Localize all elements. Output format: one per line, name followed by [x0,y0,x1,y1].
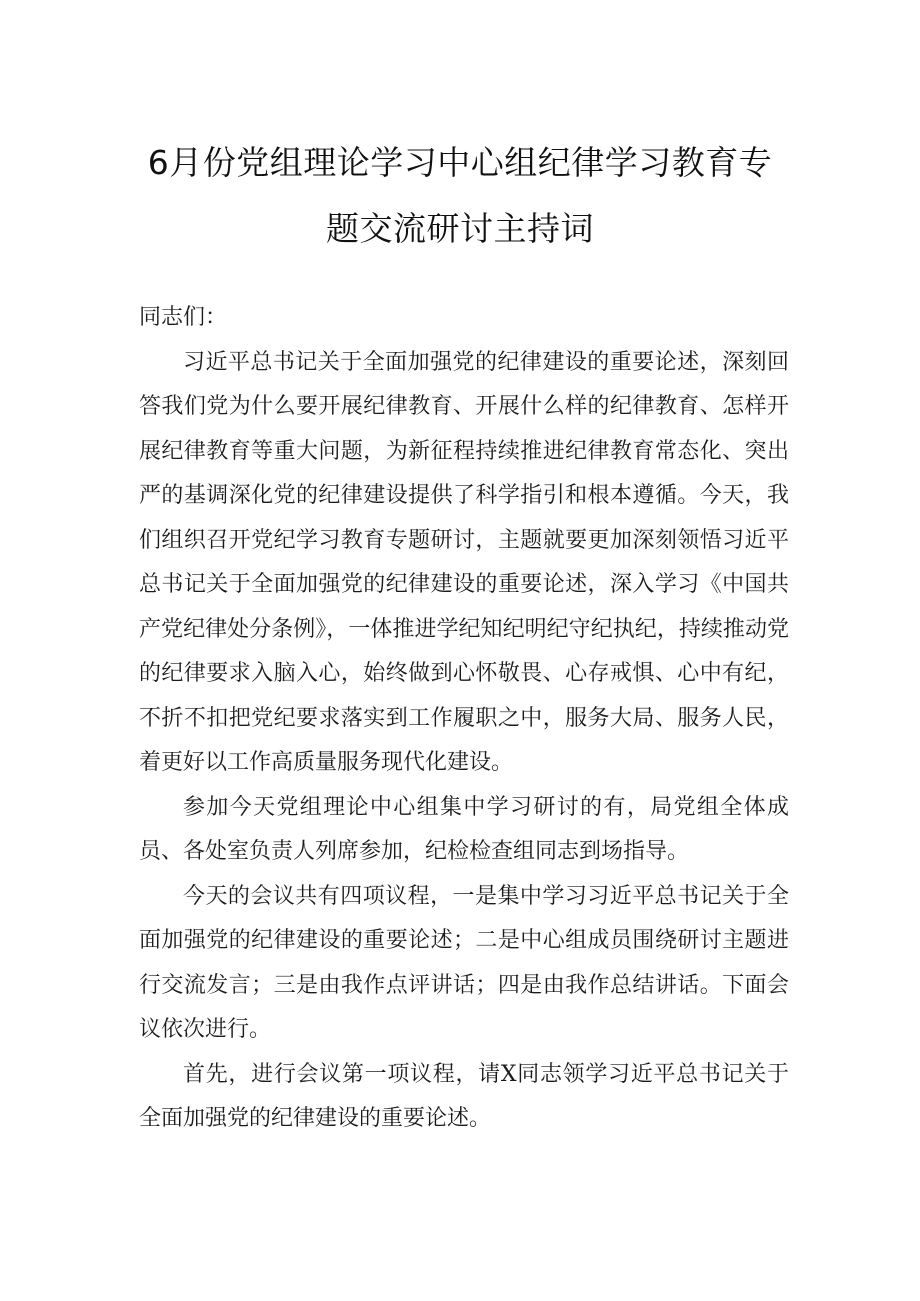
document-title-line-2: 题交流研讨主持词 [326,209,594,248]
document-body [139,296,789,1142]
paragraph-1: 习近平总书记关于全面加强党的纪律建设的重要论述，深刻回答我们党为什么要开展纪律教育、开展什么样的纪律教育、怎样开展纪律教育等重大问题，为新征程持续推进纪律教育常态化、突出严的基调深化党的纪律建设提供了科学指引和根本遵循。今天，我们组织召开党纪学习教育专题研讨，主题就要更加深刻领悟习近平总书记关于全面加强党的纪律建设的重要论述，深入学习《中国共产党纪律处分条例》，一体推进学纪知纪明纪守纪执纪，持续推动党的纪律要求入脑入心，始终做到心怀敬畏、心存戒惧、心中有纪，不折不扣把党纪要求落实到工作履职之中，服务大局、服务人民，着更好以工作高质量服务现代化建设。 [139,349,789,775]
salutation: 同志们： [139,305,228,330]
paragraph-2: 参加今天党组理论中心组集中学习研讨的有，局党组全体成员、各处室负责人列席参加，纪检检查组同志到场指导。 [139,794,789,864]
paragraph-3: 今天的会议共有四项议程，一是集中学习习近平总书记关于全面加强党的纪律建设的重要论述；二是中心组成员围绕研讨主题进行交流发言；三是由我作点评讲话；四是由我作总结讲话。下面会议依次进行。 [139,883,789,1042]
paragraph-4: 首先，进行会议第一项议程，请X同志领学习近平总书记关于全面加强党的纪律建设的重要论述。 [139,1061,789,1131]
document-title-line-1: 6月份党组理论学习中心组纪律学习教育专 [147,143,773,182]
